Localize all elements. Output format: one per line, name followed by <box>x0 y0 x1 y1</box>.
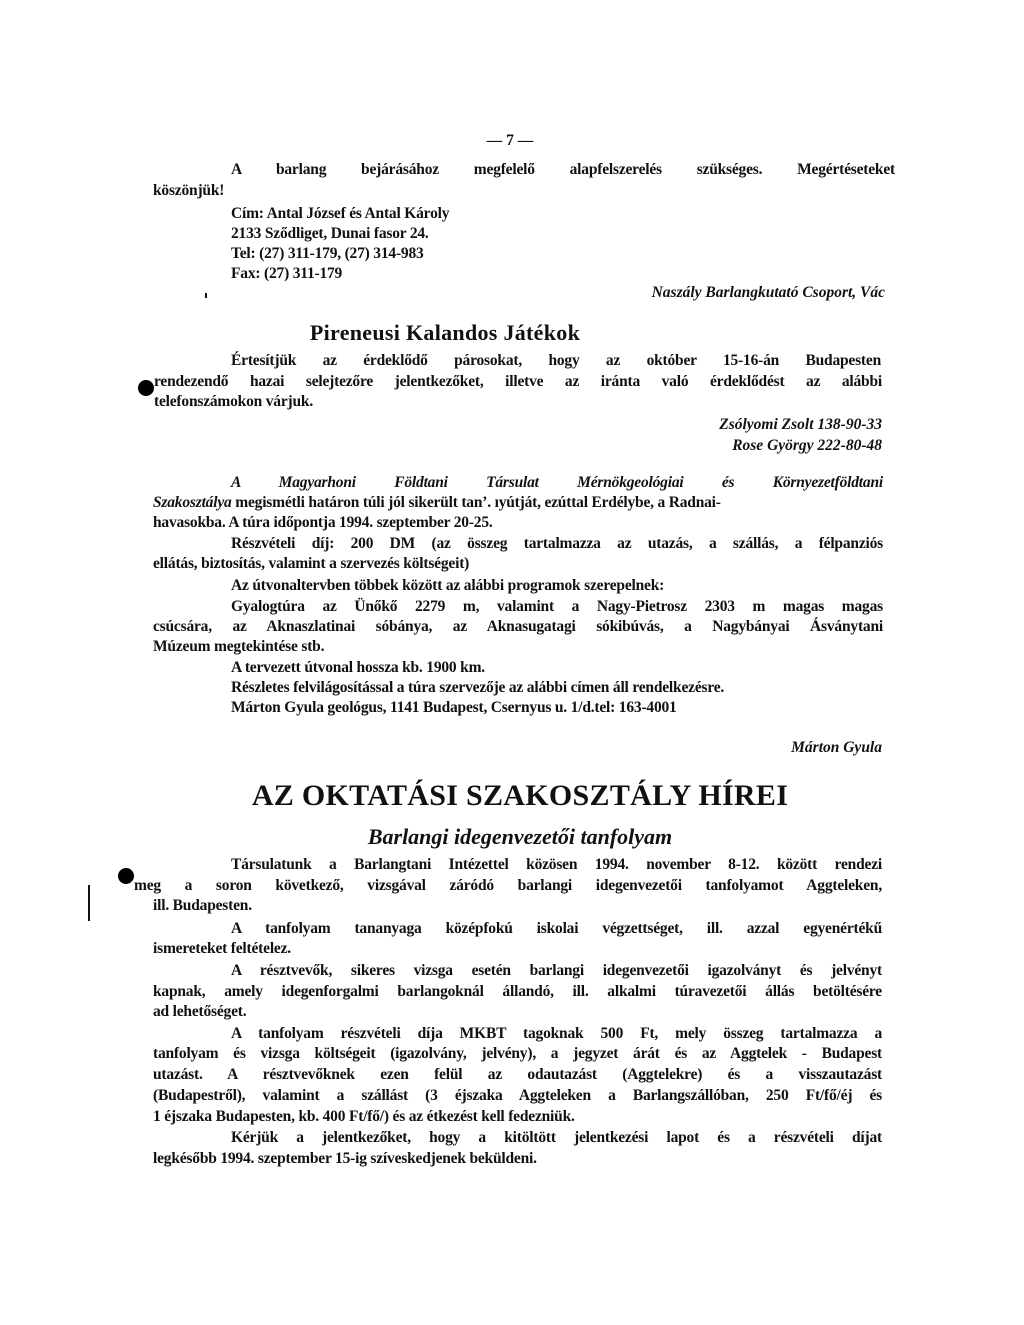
course-line-3: ill. Budapesten. <box>153 897 252 914</box>
page-number: — 7 — <box>486 132 534 149</box>
pireneus-line-1: Értesítjük az érdeklődő párosokat, hogy az október 15-16-án Budapesten <box>231 352 881 369</box>
course-line-15: legkésőbb 1994. szeptember 15-ig szíveskedjenek beküldeni. <box>153 1150 537 1167</box>
contact-1: Zsólyomi Zsolt 138-90-33 <box>719 416 882 433</box>
tura-line-11: Részletes felvilágosítással a túra szervezője az alábbi címen áll rendelkezésre. <box>231 679 725 696</box>
address-line-1: Cím: Antal József és Antal Károly <box>231 205 450 222</box>
course-line-10: tanfolyam és vizsga költségeit (igazolvány, jelvény), a jegyzet árát és az Aggtelek - Budapest <box>153 1045 882 1062</box>
course-line-4: A tanfolyam tananyaga középfokú iskolai végzettséget, ill. azzal egyenértékű <box>231 920 882 937</box>
course-line-11: utazást. A résztvevőknek ezen felül az odautazást (Aggtelekre) és a visszautazást <box>153 1066 882 1083</box>
contact-2: Rose György 222-80-48 <box>732 437 882 454</box>
tura-signature: Márton Gyula <box>791 739 882 756</box>
tura-line-5: ellátás, biztosítás, valamint a szervezés költségeit) <box>153 555 470 572</box>
tura-line-2-italic: Szakosztálya <box>153 494 232 511</box>
course-line-14: Kérjük a jelentkezőket, hogy a kitöltött jelentkezési lapot és a részvételi díjat <box>231 1129 882 1146</box>
address-line-2: 2133 Sződliget, Dunai fasor 24. <box>231 225 429 242</box>
course-line-1: Társulatunk a Barlangtani Intézettel közösen 1994. november 8-12. között rendezi <box>231 856 882 873</box>
course-line-7: kapnak, amely idegenforgalmi barlangoknál állandó, ill. alkalmi túravezetői állás betöltésére <box>153 983 882 1000</box>
tura-line-4: Részvételi díj: 200 DM (az összeg tartalmazza az utazás, a szállás, a félpanziós <box>231 535 883 552</box>
tura-line-7: Gyalogtúra az Ünőkő 2279 m, valamint a Nagy-Pietrosz 2303 m magas magas <box>231 598 883 615</box>
tura-line-2 <box>153 494 883 512</box>
scan-edge-mark <box>88 885 90 921</box>
address-line-4: Fax: (27) 311-179 <box>231 265 343 282</box>
pireneus-line-3: telefonszámokon várjuk. <box>154 393 314 410</box>
tura-line-9: Múzeum megtekintése stb. <box>153 638 325 655</box>
section-heading: AZ OKTATÁSI SZAKOSZTÁLY HÍREI <box>251 779 789 812</box>
pireneus-line-2: rendezendő hazai selejtezőre jelentkezőket, illetve az iránta való érdeklődést az alábbi <box>154 373 882 390</box>
course-line-13: 1 éjszaka Budapesten, kb. 400 Ft/fő/) és az étkezést kell fedezniük. <box>153 1108 575 1125</box>
course-line-6: A résztvevők, sikeres vizsga esetén barlangi idegenvezetői igazolványt és jelvényt <box>231 962 882 979</box>
intro-line-2: köszönjük! <box>153 182 225 199</box>
course-line-8: ad lehetőséget. <box>153 1003 247 1020</box>
course-line-2: meg a soron következő, vizsgával záródó barlangi idegenvezetői tanfolyamot Aggteleken, <box>134 877 882 894</box>
pireneus-heading: Pireneusi Kalandos Játékok <box>309 320 581 345</box>
tura-line-2-rest: megismétli határon túli jól sikerült tan’. ıyútját, ezúttal Erdélybe, a Radnai- <box>235 494 721 511</box>
course-line-5: ismereteket feltételez. <box>153 940 291 957</box>
tura-line-12: Márton Gyula geológus, 1141 Budapest, Csernyus u. 1/d.tel: 163-4001 <box>231 699 677 716</box>
tura-line-8: csúcsára, az Aknaszlatinai sóbánya, az Aknasugatagi sókibúvás, a Nagybányai Ásványtani <box>153 618 883 635</box>
course-line-12: (Budapestről), valamint a szállást (3 éjszaka Aggteleken a Barlangszállóban, 250 Ft/fő/éj és <box>153 1087 882 1104</box>
intro-signature: Naszály Barlangkutató Csoport, Vác <box>651 284 885 301</box>
tura-line-10: A tervezett útvonal hossza kb. 1900 km. <box>231 659 485 676</box>
course-line-9: A tanfolyam részvételi díja MKBT tagoknak 500 Ft, mely összeg tartalmazza a <box>231 1025 882 1042</box>
tura-line-6: Az útvonaltervben többek között az alábbi programok szerepelnek: <box>231 577 665 594</box>
punch-hole-marker <box>138 380 154 396</box>
tura-line-3: havasokba. A túra időpontja 1994. szeptember 20-25. <box>153 514 493 531</box>
intro-line-1: A barlang bejárásához megfelelő alapfelszerelés szükséges. Megértéseteket <box>231 161 895 178</box>
course-heading: Barlangi idegenvezetői tanfolyam <box>367 824 673 849</box>
tura-line-1: A Magyarhoni Földtani Társulat Mérnökgeológiai és Környezetföldtani <box>231 474 883 491</box>
punch-hole-marker-2 <box>118 868 134 884</box>
address-line-3: Tel: (27) 311-179, (27) 314-983 <box>231 245 424 262</box>
scan-speck <box>205 293 207 298</box>
